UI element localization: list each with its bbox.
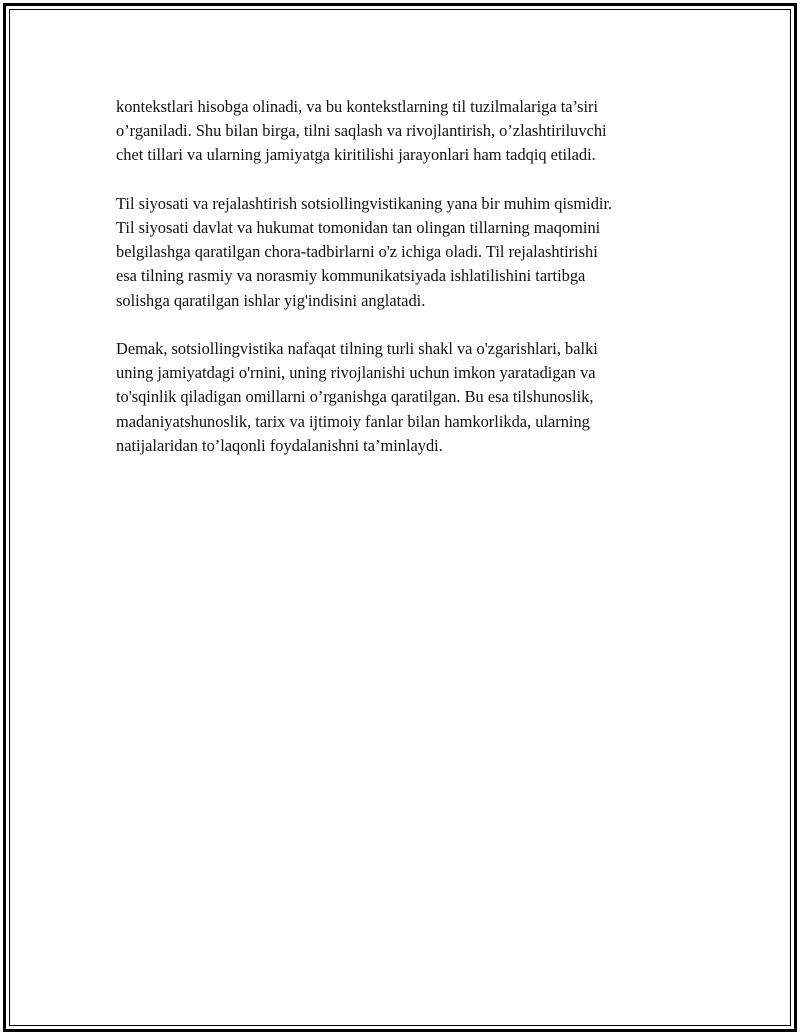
document-body — [116, 95, 691, 482]
text-line: kontekstlari hisobga olinadi, va bu kontekstlarning til tuzilmalariga ta’siri — [116, 97, 599, 116]
text-line: o’rganiladi. Shu bilan birga, tilni saqlash va rivojlantirish, o’zlashtiriluvchi — [116, 121, 607, 141]
text-line: madaniyatshunoslik, tarix va ijtimoiy fanlar bilan hamkorlikda, ularning — [116, 411, 590, 431]
text-line: Til siyosati davlat va hukumat tomonidan tan olingan tillarning maqomini — [116, 218, 601, 237]
text-line: Til siyosati va rejalashtirish sotsiollingvistikaning yana bir muhim qismidir. — [116, 193, 613, 213]
text-line: esa tilning rasmiy va norasmiy kommunikatsiyada ishlatilishini tartibga — [116, 266, 586, 286]
text-line: belgilashga qaratilgan chora-tadbirlarni o'z ichiga oladi. Til rejalashtirishi — [116, 242, 598, 262]
document-page — [3, 3, 797, 1032]
text-line: chet tillari va ularning jamiyatga kiritilishi jarayonlari ham tadqiq etiladi. — [116, 145, 596, 165]
paragraph-1 — [116, 95, 691, 168]
text-line: uning jamiyatdagi o'rnini, uning rivojlanishi uchun imkon yaratadigan va — [116, 363, 596, 383]
text-line: to'sqinlik qiladigan omillarni o’rganishga qaratilgan. Bu esa tilshunoslik, — [116, 387, 594, 407]
text-line: solishga qaratilgan ishlar yig'indisini anglatadi. — [116, 290, 426, 310]
text-line: Demak, sotsiollingvistika nafaqat tilning turli shakl va o'zgarishlari, balki — [116, 339, 598, 358]
paragraph-2 — [116, 192, 691, 313]
text-line: natijalaridan to’laqonli foydalanishni ta’minlaydi. — [116, 435, 443, 455]
paragraph-3 — [116, 337, 691, 458]
